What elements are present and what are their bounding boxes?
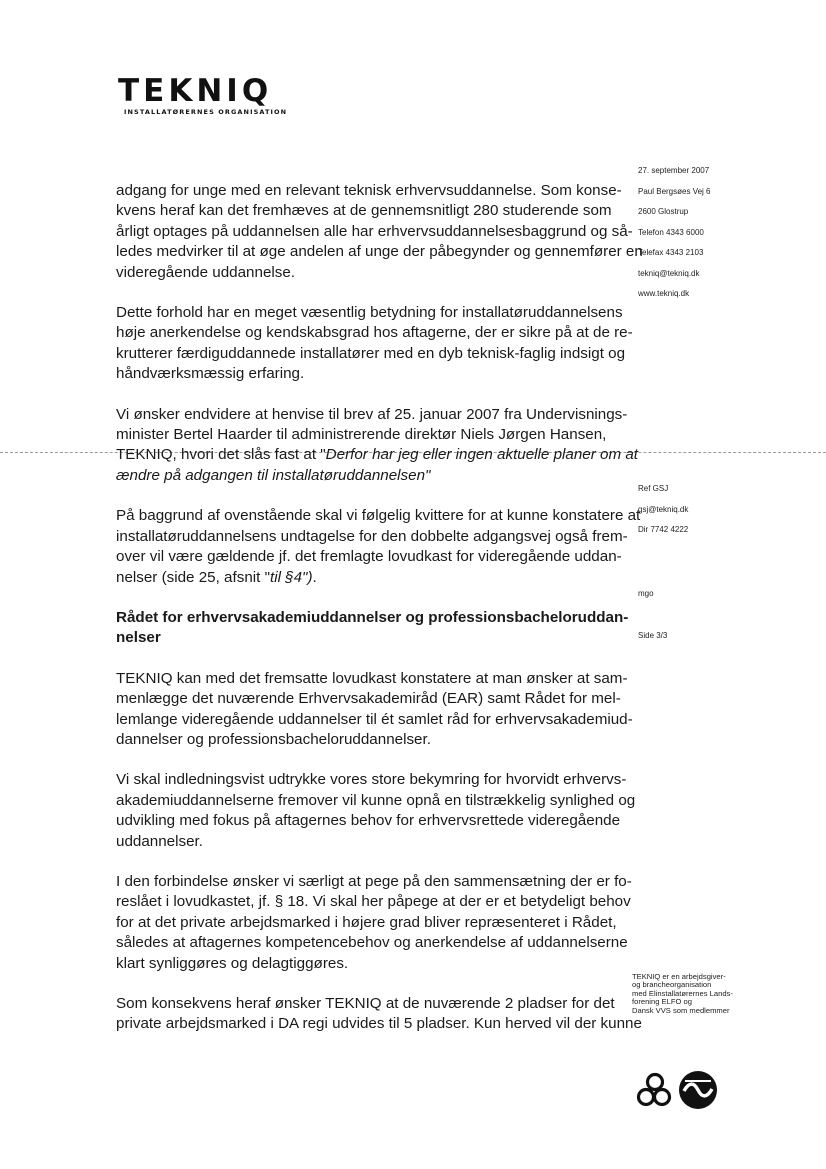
text-line: TEKNIQ kan med det fremsatte lovudkast konstatere at man ønsker at sam- (116, 669, 628, 687)
reference-block (638, 484, 688, 546)
dansk-vvs-logo-icon (679, 1071, 717, 1109)
member-logos-graphic (636, 1070, 722, 1114)
text-line: private arbejdsmarked i DA regi udvides til 5 pladser. Kun herved vil der kunne (116, 1015, 642, 1033)
text-line: klart synliggøres og delagtiggøres. (116, 954, 349, 972)
footnote-line: Dansk VVS som medlemmer (632, 1005, 730, 1015)
section-heading (116, 608, 629, 649)
text-line: menlægge det nuværende Erhvervsakademiråd (EAR) samt Rådet for mel- (116, 690, 621, 708)
text-line: Dette forhold har en meget væsentlig betydning for installatøruddannelsens (116, 304, 623, 322)
text-line: adgang for unge med en relevant teknisk erhvervsuddannelse. Som konse- (116, 182, 622, 199)
paragraph-2 (116, 303, 633, 385)
logo-tagline: INSTALLATØRERNES ORGANISATION (124, 108, 288, 116)
organisation-footnote (632, 973, 772, 1015)
text-line: akademiuddannelserne fremover vil kunne opnå en tilstrækkelig synlighed og (116, 791, 636, 809)
direct-phone: Dir 7742 4222 (638, 525, 689, 534)
sender-contact-block (638, 166, 710, 310)
heading-line: nelser (116, 629, 161, 647)
footnote-line: og brancheorganisation (632, 980, 712, 990)
text-segment: TEKNIQ, hvori det slås fast at " (116, 446, 326, 464)
footnote-line: med Elinstallatørernes Lands- (632, 988, 733, 998)
paragraph-5 (116, 669, 633, 751)
text-line: håndværksmæssig erfaring. (116, 365, 305, 383)
text-line: videregående uddannelse. (116, 263, 296, 281)
phone-number: Telefon 4343 6000 (638, 227, 704, 237)
text-line: for at det private arbejdsmarked i højere grad bliver repræsenteret i Rådet, (116, 913, 617, 931)
reference-code: Ref GSJ (638, 484, 669, 493)
text-line: Vi skal indledningsvist udtrykke vores store bekymring for hvorvidt erhvervs- (116, 771, 627, 789)
text-line: krutterer færdiguddannede installatører med en dyb teknisk-faglig indsigt og (116, 344, 626, 362)
text-line (116, 445, 639, 465)
text-line: dannelser og professionsbacheloruddannelser. (116, 730, 431, 748)
author-initials: mgo (638, 589, 654, 598)
text-line: således at aftagernes kompetencebehov og anerkendelse af uddannelserne (116, 934, 628, 952)
text-line: lemlange videregående uddannelser til ét samlet råd for erhvervsakademiud- (116, 710, 633, 728)
letter-date: 27. september 2007 (638, 166, 710, 175)
text-line: årligt optages på uddannelsen alle har erhvervsuddannelsesbaggrund og så- (116, 222, 633, 240)
text-line: På baggrund af ovenstående skal vi følgelig kvittere for at kunne konstatere at (116, 507, 641, 525)
paragraph-7 (116, 872, 632, 974)
postal-code-city: 2600 Glostrup (638, 207, 689, 216)
paragraph-3 (116, 405, 639, 487)
paragraph-4 (116, 506, 641, 588)
paragraph-1 (116, 181, 643, 283)
quoted-italic-text: ændre på adgangen til installatøruddannelsen" (116, 466, 431, 484)
fax-number: Telefax 4343 2103 (638, 248, 704, 257)
text-segment: nelser (side 25, afsnit " (116, 568, 270, 586)
text-line: udvikling med fokus på aftagernes behov for erhvervsrettede videregående (116, 812, 621, 830)
text-line: uddannelser. (116, 832, 203, 850)
text-line: reslået i lovudkastet, jf. § 18. Vi skal her påpege at der er et betydeligt behov (116, 893, 631, 911)
paragraph-6 (116, 770, 636, 852)
text-line: høje anerkendelse og kendskabsgrad hos aftagerne, der er sikre på at de re- (116, 324, 633, 342)
quoted-italic-text: Derfor har jeg eller ingen aktuelle planer om at (325, 446, 639, 464)
text-line: installatøruddannelsens undtagelse for den dobbelte adgangsvej også frem- (116, 527, 628, 545)
text-line: Som konsekvens heraf ønsker TEKNIQ at de nuværende 2 pladser for det (116, 995, 615, 1012)
text-line: over vil være gældende jf. det fremlagte lovudkast for videregående uddan- (116, 548, 622, 566)
member-organisation-logos (636, 1070, 722, 1114)
website-address: www.tekniq.dk (638, 289, 690, 298)
footnote-line: forening ELFO og (632, 997, 692, 1007)
tekniq-logo (118, 74, 287, 116)
italic-reference: til §4") (269, 568, 313, 586)
street-address: Paul Bergsøes Vej 6 (638, 186, 711, 196)
footnote-line: TEKNIQ er en arbejdsgiver- (632, 972, 726, 981)
text-line: kvens heraf kan det fremhæves at de gennemsnitligt 280 studerende som (116, 202, 612, 220)
reference-email: gsj@tekniq.dk (638, 504, 689, 514)
page-number: Side 3/3 (638, 631, 668, 640)
text-line: I den forbindelse ønsker vi særligt at pege på den sammensætning der er fo- (116, 872, 632, 890)
text-line (116, 568, 622, 588)
logo-wordmark: TEKNIQ (118, 73, 273, 109)
text-line: Vi ønsker endvidere at henvise til brev af 25. januar 2007 fra Undervisnings- (116, 405, 628, 423)
paragraph-8 (116, 994, 642, 1035)
elfo-logo-icon (639, 1075, 670, 1105)
heading-line: Rådet for erhvervsakademiuddannelser og professionsbacheloruddan- (116, 608, 629, 626)
letter-body (116, 181, 643, 1055)
text-segment: . (312, 568, 317, 586)
text-line: minister Bertel Haarder til administrerende direktør Niels Jørgen Hansen, (116, 426, 607, 444)
text-line: ledes medvirker til at øge andelen af unge der påbegynder og gennemfører en (116, 243, 643, 261)
email-address: tekniq@tekniq.dk (638, 268, 700, 278)
